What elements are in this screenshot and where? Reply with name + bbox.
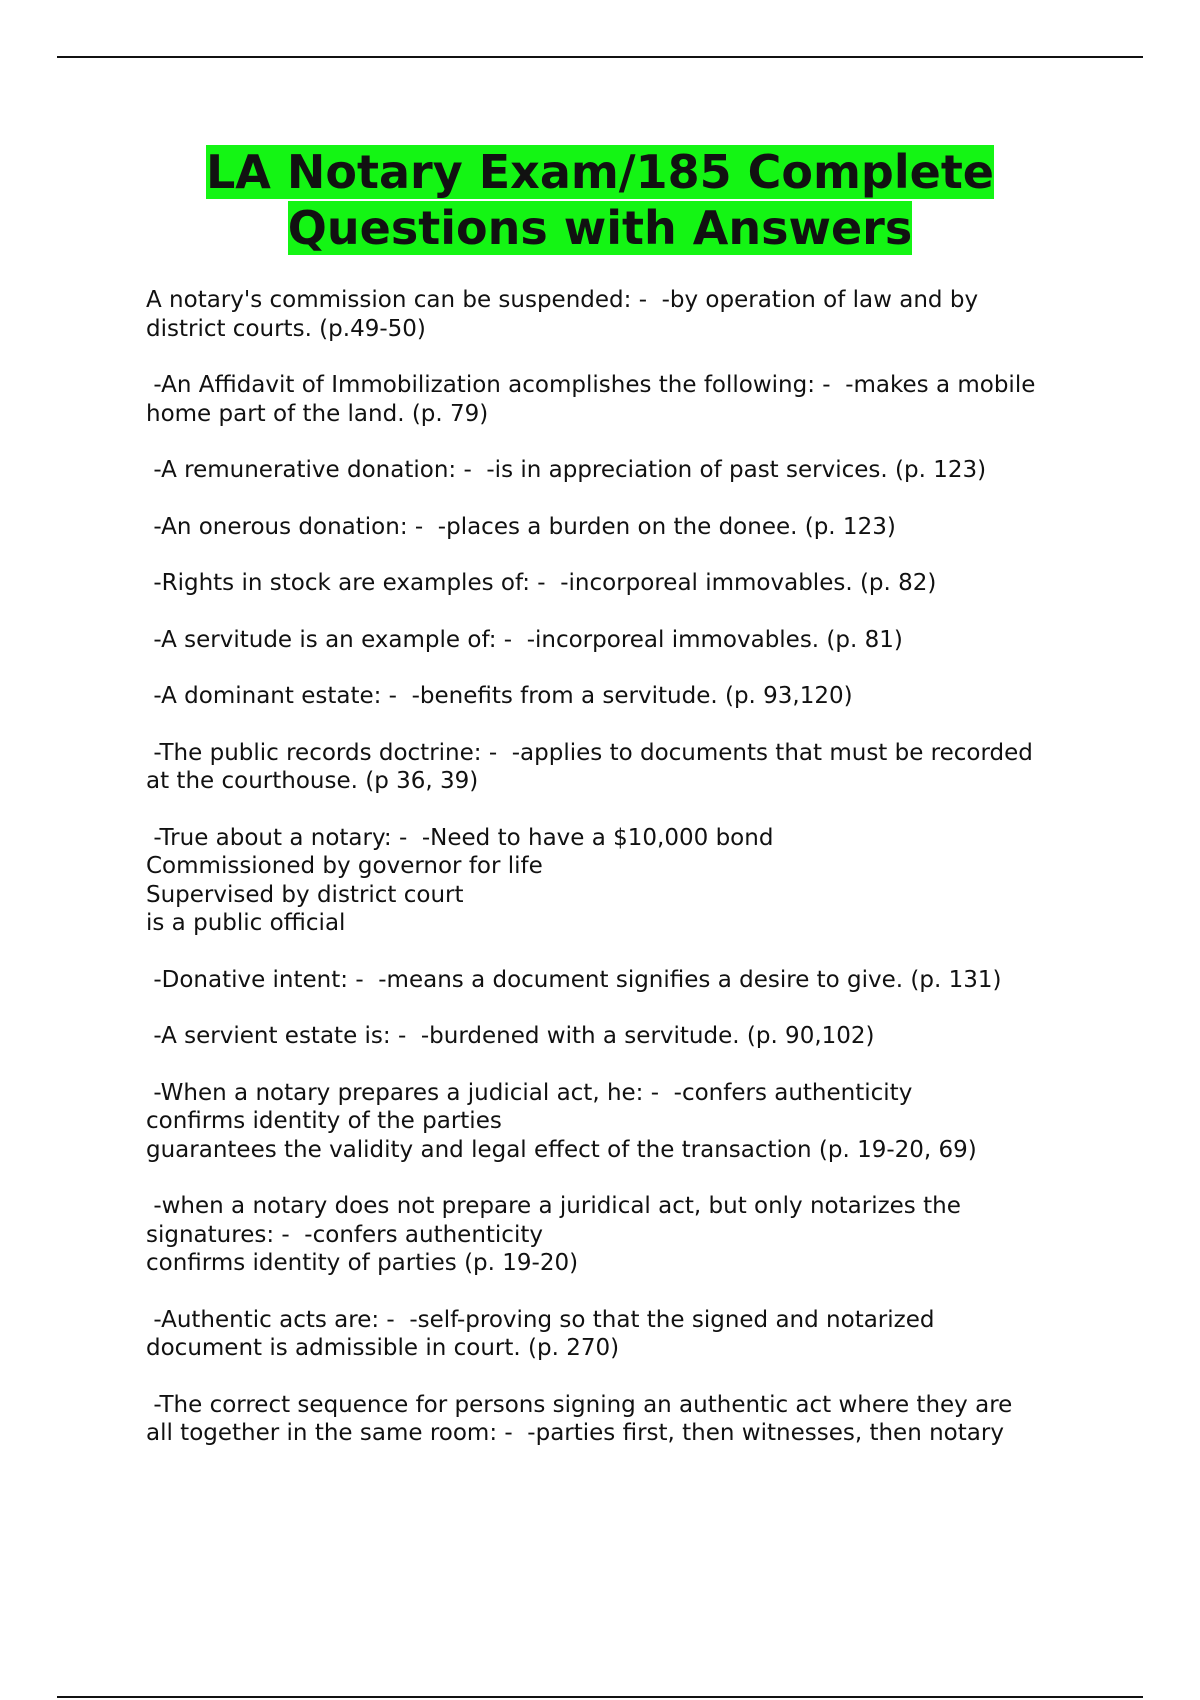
footer-rule (57, 1696, 1143, 1698)
qa-item: -True about a notary: - -Need to have a $10,000 bond Commissioned by governor for life Supervised by district court is a public official (146, 824, 774, 936)
qa-item: -The public records doctrine: - -applies to documents that must be recorded at the courthouse. (p 36, 39) (146, 739, 1033, 794)
qa-item: -Rights in stock are examples of: - -incorporeal immovables. (p. 82) (146, 570, 937, 596)
qa-item: -An Affidavit of Immobilization acomplishes the following: - -makes a mobile home part of the land. (p. 79) (146, 372, 1036, 427)
qa-item: -A servient estate is: - -burdened with a servitude. (p. 90,102) (146, 1023, 875, 1049)
qa-item: -Authentic acts are: - -self-proving so that the signed and notarized document is admissible in court. (p. 270) (146, 1306, 935, 1361)
qa-item: -A remunerative donation: - -is in appreciation of past services. (p. 123) (146, 457, 987, 483)
title-line-1: LA Notary Exam/185 Complete (205, 145, 995, 199)
qa-item: -Donative intent: - -means a document signifies a desire to give. (p. 131) (146, 966, 1002, 993)
qa-item: -An onerous donation: - -places a burden on the donee. (p. 123) (146, 513, 896, 540)
document-title (0, 144, 1200, 256)
title-line-2: Questions with Answers (287, 201, 913, 255)
qa-item: A notary's commission can be suspended: - -by operation of law and by district courts. (p.49-50) (146, 287, 979, 342)
header-rule (57, 56, 1143, 58)
qa-item: -when a notary does not prepare a juridical act, but only notarizes the signatures: - -confers authenticity confirms identity of parties (p. 19-20) (146, 1193, 961, 1276)
qa-list (146, 286, 1106, 1476)
qa-item: -A dominant estate: - -benefits from a servitude. (p. 93,120) (146, 683, 853, 709)
qa-item: -The correct sequence for persons signing an authentic act where they are all together in the same room: - -parties first, then witnesses, then notary (146, 1391, 1013, 1446)
qa-item: -A servitude is an example of: - -incorporeal immovables. (p. 81) (146, 626, 903, 653)
qa-item: -When a notary prepares a judicial act, he: - -confers authenticity confirms identity of the parties guarantees the validity and legal effect of the transaction (p. 19-20, 69) (146, 1079, 977, 1163)
